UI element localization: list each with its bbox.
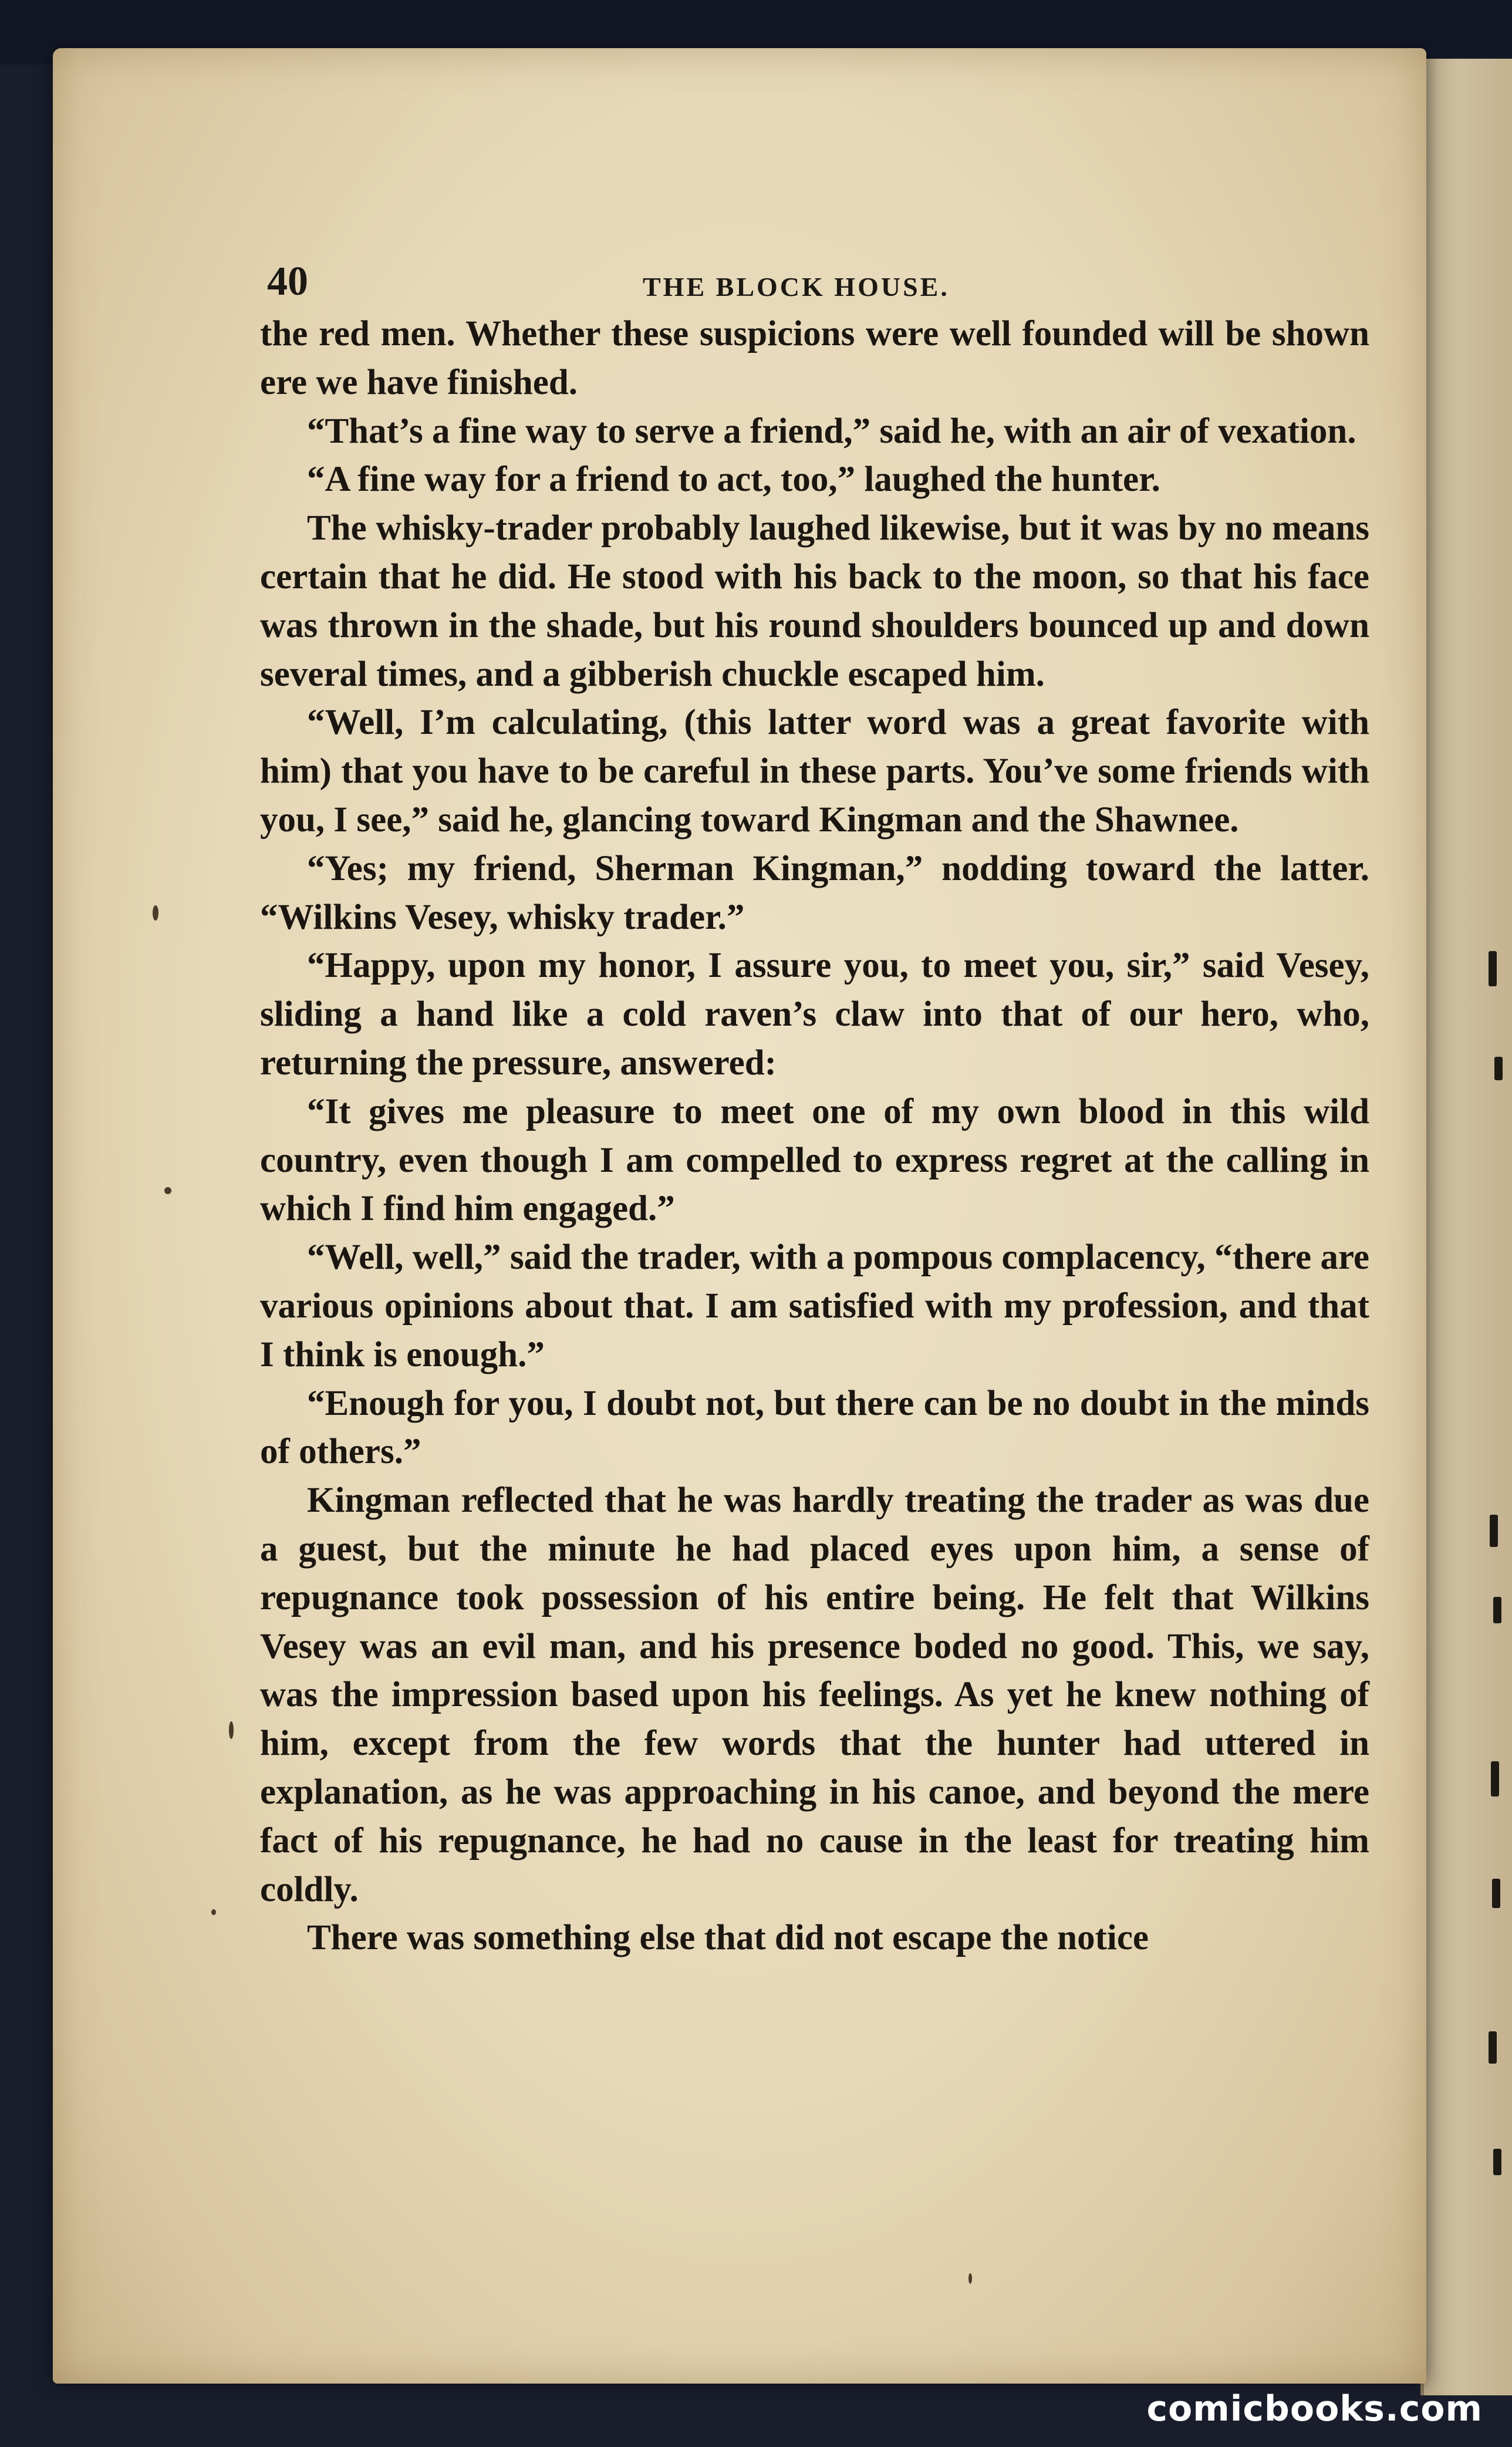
paper-speck — [229, 1721, 234, 1739]
paragraph: “That’s a fine way to serve a friend,” said he, with an air of vexation. — [307, 411, 1356, 451]
paragraph: There was something else that did not escape the notice — [307, 1918, 1149, 1958]
edge-ink-mark — [1494, 1057, 1503, 1080]
paragraph: The whisky-trader probably laughed likewise, but it was by no means certain that he did. He stood with his back to the moon, so that his face was thrown in the shade, but his round shoulders bounced up and down several times, and a gibberish chuckle escaped him. — [260, 508, 1369, 694]
paper-speck — [968, 2273, 972, 2284]
edge-ink-mark — [1489, 951, 1497, 986]
site-watermark: comicbooks.com — [1146, 2388, 1483, 2429]
edge-ink-mark — [1493, 1597, 1501, 1623]
paragraph: the red men. Whether these suspicions were well founded will be shown ere we have finished. — [260, 314, 1369, 402]
paragraph: “Enough for you, I doubt not, but there can be no doubt in the minds of others.” — [260, 1383, 1369, 1472]
edge-ink-mark — [1491, 1761, 1499, 1797]
edge-ink-mark — [1493, 2149, 1501, 2175]
facing-page-edge — [1420, 59, 1512, 2395]
running-head-title: THE BLOCK HOUSE. — [643, 272, 950, 302]
paragraph: “Yes; my friend, Sherman Kingman,” nodding toward the latter. “Wilkins Vesey, whisky trader.” — [260, 848, 1369, 937]
edge-ink-mark — [1490, 1515, 1498, 1547]
edge-ink-mark — [1489, 2031, 1497, 2064]
paragraph: Kingman reflected that he was hardly treating the trader as was due a guest, but the minute he had placed eyes upon him, a sense of repugnance took possession of his entire being. He felt that Wilkins Vesey was an evil man, and his presence boded no good. This, we say, was the impression based upon his feelings. As yet he knew nothing of him, except from the few words that the hunter had uttered in explanation, as he was approaching in his canoe, and beyond the mere fact of his repugnance, he had no cause in the least for treating him coldly. — [260, 1481, 1369, 1909]
paragraph: “It gives me pleasure to meet one of my own blood in this wild country, even though I am compelled to express regret at the calling in which I find him engaged.” — [260, 1091, 1369, 1229]
running-head — [267, 258, 1382, 311]
paragraph: “Well, I’m calculating, (this latter word was a great favorite with him) that you have to be careful in these parts. You’ve some friends with you, I see,” said he, glancing toward Kingman and the Shawnee. — [260, 703, 1369, 840]
page-number: 40 — [267, 259, 308, 304]
paper-speck — [164, 1187, 171, 1194]
body-text — [260, 310, 1369, 1963]
paragraph: “Well, well,” said the trader, with a pompous complacency, “there are various opinions about that. I am satisfied with my profession, and that I think is enough.” — [260, 1238, 1369, 1374]
paper-speck — [211, 1909, 216, 1915]
edge-ink-mark — [1492, 1879, 1500, 1908]
paper-speck — [153, 905, 158, 921]
paragraph: “Happy, upon my honor, I assure you, to meet you, sir,” said Vesey, sliding a hand like a cold raven’s claw into that of our hero, who, returning the pressure, answered: — [260, 946, 1369, 1083]
paragraph: “A fine way for a friend to act, too,” laughed the hunter. — [307, 460, 1160, 500]
